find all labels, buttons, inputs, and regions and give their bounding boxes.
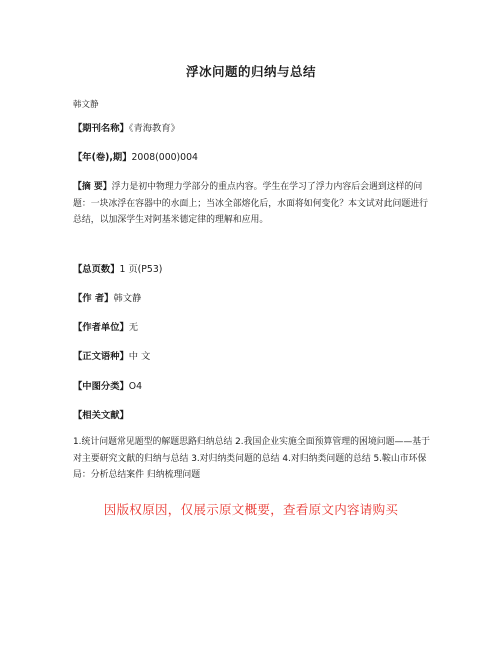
- journal-value: 《青海教育》: [128, 123, 180, 134]
- pages-label: 【总页数】: [73, 264, 120, 275]
- pages-field: [73, 262, 433, 278]
- document-title: 浮冰问题的归纳与总结: [185, 64, 316, 79]
- unit-value: 无: [128, 322, 139, 333]
- abstract-field: [73, 179, 431, 229]
- abstract-label: 【摘 要】: [73, 182, 112, 192]
- author-value: 韩文静: [113, 293, 142, 304]
- related-list: 1.统计问题常见题型的解题思路归纳总结 2.我国企业实施全面预算管理的困境问题——基于对主要研究文献的归纳与总结 3.对归纳类问题的总结 4.对归纳类问题的总结 5.鞍山市环保局：分析总结案件 归纳梳理问题: [73, 437, 431, 480]
- related-field: [73, 408, 433, 424]
- copyright-notice: 因版权原因，仅展示原文概要，查看原文内容请购买: [103, 502, 399, 517]
- journal-label: 【期刊名称】: [73, 123, 129, 134]
- unit-label: 【作者单位】: [73, 322, 129, 333]
- related-label: 【相关文献】: [73, 410, 129, 421]
- issue-value: 2008(000)004: [131, 152, 198, 163]
- issue-label: 【年(卷),期】: [73, 152, 132, 163]
- class-label: 【中图分类】: [73, 381, 129, 392]
- language-value: 中 文: [128, 351, 151, 362]
- pages-value: 1 页(P53): [119, 264, 163, 275]
- class-field: [73, 379, 433, 395]
- unit-field: [73, 320, 433, 336]
- author-label: 【作 者】: [73, 293, 114, 304]
- language-field: [73, 349, 433, 365]
- author-name: 韩文静: [73, 100, 99, 110]
- journal-field: [73, 121, 433, 137]
- language-label: 【正文语种】: [73, 351, 129, 362]
- class-value: O4: [128, 381, 143, 392]
- issue-field: [73, 150, 433, 166]
- abstract-value: 浮力是初中物理力学部分的重点内容。学生在学习了浮力内容后会遇到这样的问题：一块冰浮在容器中的水面上；当冰全部熔化后，水面将如何变化？本文试对此问题进行总结，以加深学生对阿基米德定律的理解和应用。: [73, 182, 428, 225]
- author-field: [73, 291, 433, 307]
